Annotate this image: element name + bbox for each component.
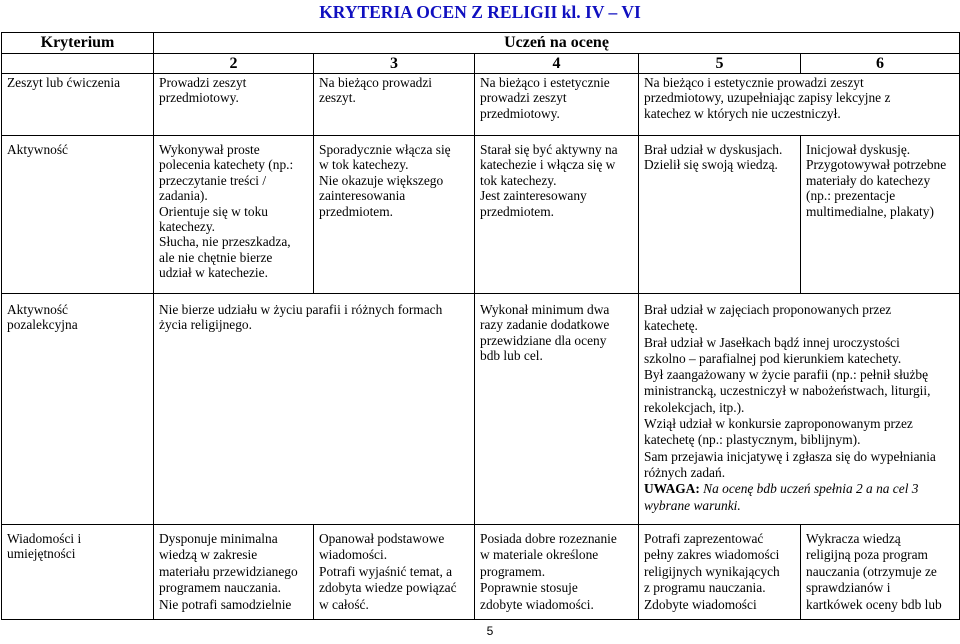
grade-5-6-cell: Brał udział w zajęciach proponowanych przez katechetę. Brał udział w Jasełkach bądź innej uroczystości szkolno – parafialnej pod kierunkiem katechety. Był zaangażowany w życie parafii (np.: pełnił służbę ministrancką, uczestniczył w nabożeństwach, liturgii, rekolekcjach, itp.). Wziął udział w konkursie zaproponowanym przez katechetę (np.: plastycznym, biblijnym). Sam przejawia inicjatywę i zgłasza się do wypełniania różnych zadań. UWAGA: Na ocenę bdb uczeń spełnia 2 a na cel 3 wybrane warunki. — [639, 294, 960, 525]
grade-2-cell: Dysponuje minimalna wiedzą w zakresie materiału przewidzianego programem nauczania. Nie potrafi samodzielnie — [154, 525, 314, 620]
table-row — [2, 136, 960, 294]
grade-4-header: 4 — [475, 54, 639, 74]
grade-4-cell: Posiada dobre rozeznanie w materiale określone programem. Poprawnie stosuje zdobyte wiadomości. — [475, 525, 639, 620]
header-student-grade: Uczeń na ocenę — [154, 33, 960, 54]
criterion-cell: Aktywność pozalekcyjna — [2, 294, 154, 525]
criterion-cell: Aktywność — [2, 136, 154, 294]
grade-4-cell: Na bieżąco i estetycznie prowadzi zeszyt przedmiotowy. — [475, 74, 639, 136]
note-text-2: wybrane warunki. — [644, 497, 741, 513]
grade-6-header: 6 — [801, 54, 960, 74]
note-line — [644, 481, 954, 497]
table-row — [2, 294, 960, 525]
grade-2-3-cell: Nie bierze udziału w życiu parafii i różnych formach życia religijnego. — [154, 294, 475, 525]
header-criterion: Kryterium — [2, 33, 154, 54]
grade-5-cell: Brał udział w dyskusjach. Dzielił się swoją wiedzą. — [639, 136, 801, 294]
grade-2-cell: Prowadzi zeszyt przedmiotowy. — [154, 74, 314, 136]
criterion-cell: Wiadomości i umiejętności — [2, 525, 154, 620]
grading-criteria-table — [1, 32, 960, 620]
table-row — [2, 525, 960, 620]
grade-5-header: 5 — [639, 54, 801, 74]
grade-5-6-cell: Na bieżąco i estetycznie prowadzi zeszyt przedmiotowy, uzupełniając zapisy lekcyjne z katechez w których nie uczestniczył. — [639, 74, 960, 136]
document-title: KRYTERIA OCEN Z RELIGII kl. IV – VI — [319, 2, 641, 22]
grade-2-cell: Wykonywał proste polecenia katechety (np.: przeczytanie treści / zadania). Orientuje się w toku katechezy. Słucha, nie przeszkadza, ale nie chętnie bierze udział w katechezie. — [154, 136, 314, 294]
grade-6-cell: Wykracza wiedzą religijną poza program nauczania (otrzymuje ze sprawdzianów i kartkówek oceny bdb lub — [801, 525, 960, 620]
note-label: UWAGA: — [644, 481, 700, 497]
header-empty — [2, 54, 154, 74]
grade-6-cell: Inicjował dyskusję. Przygotowywał potrzebne materiały do katechezy (np.: prezentacje multimedialne, plakaty) — [801, 136, 960, 294]
note-text: Na ocenę bdb uczeń spełnia 2 a na cel 3 — [699, 481, 919, 497]
criterion-cell: Zeszyt lub ćwiczenia — [2, 74, 154, 136]
table-row — [2, 74, 960, 136]
grade-3-cell: Sporadycznie włącza się w tok katechezy. Nie okazuje większego zainteresowania przedmiotem. — [314, 136, 475, 294]
grade-3-cell: Na bieżąco prowadzi zeszyt. — [314, 74, 475, 136]
grade-3-header: 3 — [314, 54, 475, 74]
grade-4-cell: Starał się być aktywny na katechezie i włącza się w tok katechezy. Jest zainteresowany przedmiotem. — [475, 136, 639, 294]
grade-5-cell: Potrafi zaprezentować pełny zakres wiadomości religijnych wynikających z programu nauczania. Zdobyte wiadomości — [639, 525, 801, 620]
page-number: 5 — [486, 624, 494, 638]
grade-3-cell: Opanował podstawowe wiadomości. Potrafi wyjaśnić temat, a zdobyta wiedze powiązać w całość. — [314, 525, 475, 620]
grade-2-header: 2 — [154, 54, 314, 74]
grade-4-cell: Wykonał minimum dwa razy zadanie dodatkowe przewidziane dla oceny bdb lub cel. — [475, 294, 639, 525]
